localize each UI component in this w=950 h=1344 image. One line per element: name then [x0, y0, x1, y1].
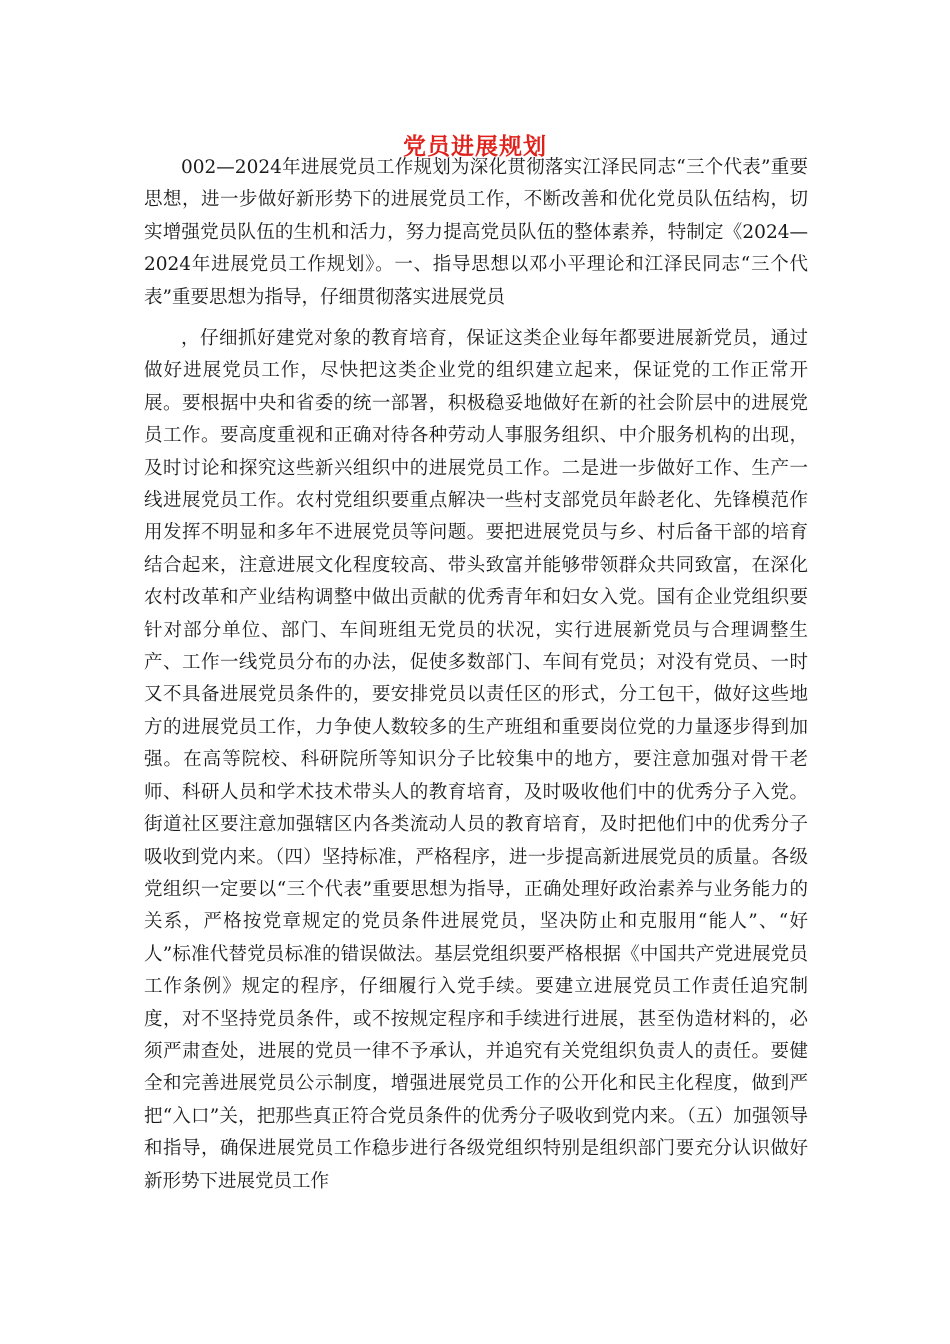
paragraph-body: ，仔细抓好建党对象的教育培育，保证这类企业每年都要进展新党员，通过做好进展党员工作，尽快把这类企业党的组织建立起来，保证党的工作正常开展。要根据中央和省委的统一部署，积极稳妥地做好在新的社会阶层中的进展党员工作。要高度重视和正确对待各种劳动人事服务组织、中介服务机构的出现，及时讨论和探究这些新兴组织中的进展党员工作。二是进一步做好工作、生产一线进展党员工作。农村党组织要重点解决一些村支部党员年龄老化、先锋模范作用发挥不明显和多年不进展党员等问题。要把进展党员与乡、村后备干部的培育结合起来，注意进展文化程度较高、带头致富并能够带领群众共同致富，在深化农村改革和产业结构调整中做出贡献的优秀青年和妇女入党。国有企业党组织要针对部分单位、部门、车间班组无党员的状况，实行进展新党员与合理调整生产、工作一线党员分布的办法，促使多数部门、车间有党员；对没有党员、一时又不具备进展党员条件的，要安排党员以责任区的形式，分工包干，做好这些地方的进展党员工作，力争使人数较多的生产班组和重要岗位党的力量逐步得到加强。在高等院校、科研院所等知识分子比较集中的地方，要注意加强对骨干老师、科研人员和学术技术带头人的教育培育，及时吸收他们中的优秀分子入党。街道社区要注意加强辖区内各类流动人员的教育培育，及时把他们中的优秀分子吸收到党内来。（四）坚持标准，严格程序，进一步提高新进展党员的质量。各级党组织一定要以“三个代表”重要思想为指导，正确处理好政治素养与业务能力的关系，严格按党章规定的党员条件进展党员，坚决防止和克服用“能人”、“好人”标准代替党员标准的错误做法。基层党组织要严格根据《中国共产党进展党员工作条例》规定的程序，仔细履行入党手续。要建立进展党员工作责任追究制度，对不坚持党员条件，或不按规定程序和手续进行进展，甚至伪造材料的，必须严肃查处，进展的党员一律不予承认，并追究有关党组织负责人的责任。要健全和完善进展党员公示制度，增强进展党员工作的公开化和民主化程度，做到严把“入口”关，把那些真正符合党员条件的优秀分子吸收到党内来。（五）加强领导和指导，确保进展党员工作稳步进行各级党组织特别是组织部门要充分认识做好新形势下进展党员工作	[144, 328, 808, 1192]
document-title: 党员进展规划	[403, 134, 547, 161]
paragraph-intro: 002—2024年进展党员工作规划为深化贯彻落实江泽民同志“三个代表”重要思想，进一步做好新形势下的进展党员工作，不断改善和优化党员队伍结构，切实增强党员队伍的生机和活力，努力提高党员队伍的整体素养，特制定《2024—2024年进展党员工作规划》。一、指导思想以邓小平理论和江泽民同志“三个代表”重要思想为指导，仔细贯彻落实进展党员	[144, 157, 808, 308]
